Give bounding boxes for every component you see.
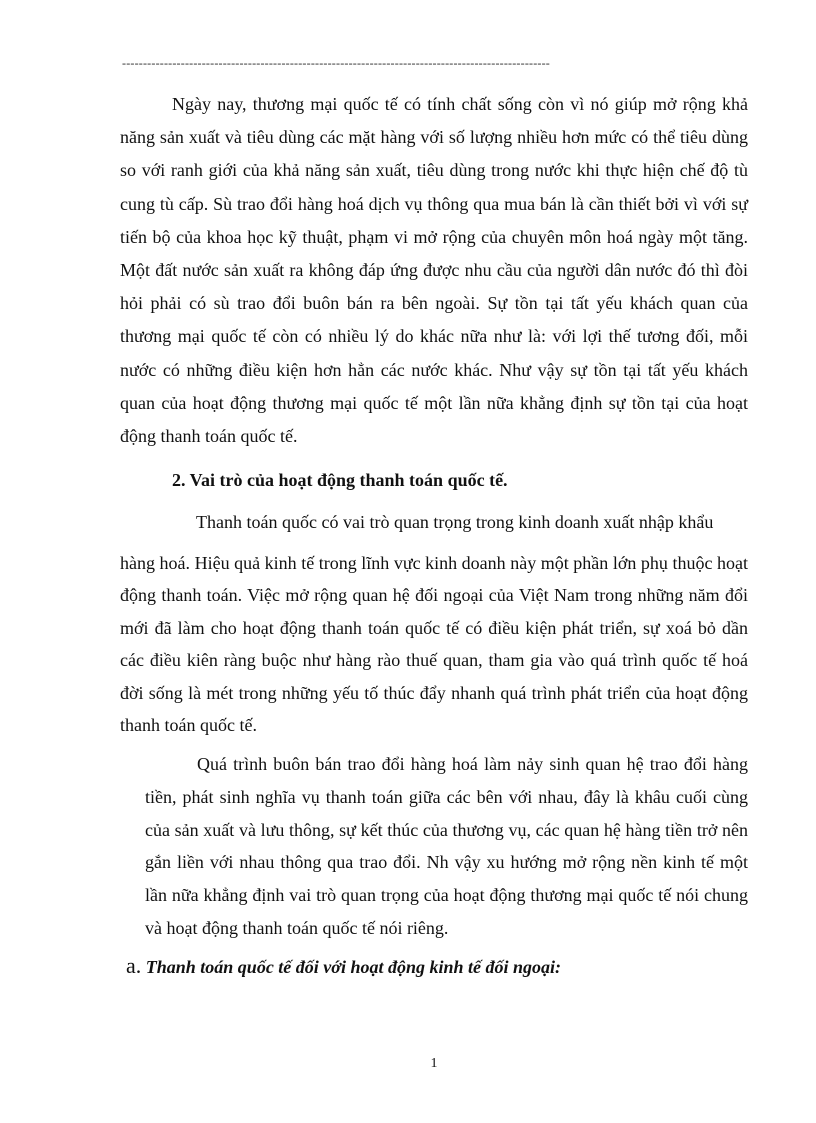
paragraph-payment-role-first-line: Thanh toán quốc có vai trò quan trọng trong kinh doanh xuất nhập khẩu: [196, 512, 714, 532]
subsection-title: Thanh toán quốc tế đối với hoạt động kinh tế đối ngoại:: [145, 957, 561, 977]
paragraph-payment-role: hàng hoá. Hiệu quả kinh tế trong lĩnh vực kinh doanh này một phần lớn phụ thuộc hoạt động thanh toán. Việc mở rộng quan hệ đối ngoại của Việt Nam trong những năm đổi mới đã làm cho hoạt động thanh toán quốc tế có điều kiện phát triển, sự xoá bỏ dần các điều kiên ràng buộc như hàng rào thuế quan, tham gia vào quá trình quốc tế hoá đời sống là mét trong những yếu tố thúc đẩy nhanh quá trình phát triển của hoạt động thanh toán quốc tế.: [120, 553, 748, 736]
section-heading-role: 2. Vai trò của hoạt động thanh toán quốc tế.: [172, 470, 508, 490]
header-rule: ------------------------------------------------------------------------------------------------------: [122, 56, 551, 70]
page-number: 1: [430, 1056, 438, 1071]
subsection-number: a.: [126, 953, 142, 978]
subsection-heading: [126, 953, 561, 979]
paragraph-trade-importance: Ngày nay, thương mại quốc tế có tính chất sống còn vì nó giúp mở rộng khả năng sản xuất và tiêu dùng các mặt hàng với số lượng nhiều hơn mức có thể tiêu dùng so với ranh giới của khả năng sản xuất, tiêu dùng trong nước khi thực hiện chế độ tù cung tù cấp. Sù trao đổi hàng hoá dịch vụ thông qua mua bán là cần thiết bởi vì với sự tiến bộ của khoa học kỹ thuật, phạm vi mở rộng của chuyên môn hoá ngày một tăng. Một đất nước sản xuất ra không đáp ứng được nhu cầu của người dân nước đó thì đòi hỏi phải có sù trao đổi buôn bán ra bên ngoài. Sự tồn tại tất yếu khách quan của thương mại quốc tế còn có nhiều lý do khác nữa như là: với lợi thế tương đối, mỗi nước có những điều kiện hơn hẳn các nước khác. Như vậy sự tồn tại tất yếu khách quan của hoạt động thương mại quốc tế một lần nữa khẳng định sự tồn tại của hoạt động thanh toán quốc tế.: [120, 94, 748, 447]
paragraph-trade-process: Quá trình buôn bán trao đổi hàng hoá làm nảy sinh quan hệ trao đổi hàng tiền, phát sinh nghĩa vụ thanh toán giữa các bên với nhau, đây là khâu cuối cùng của sản xuất và lưu thông, sự kết thúc của thương vụ, các quan hệ hàng tiền trở nên gắn liền với nhau thông qua trao đổi. Nh vậy xu hướng mở rộng nền kinh tế một lần nữa khẳng định vai trò quan trọng của hoạt động thương mại quốc tế nói chung và hoạt động thanh toán quốc tế nói riêng.: [145, 754, 748, 938]
